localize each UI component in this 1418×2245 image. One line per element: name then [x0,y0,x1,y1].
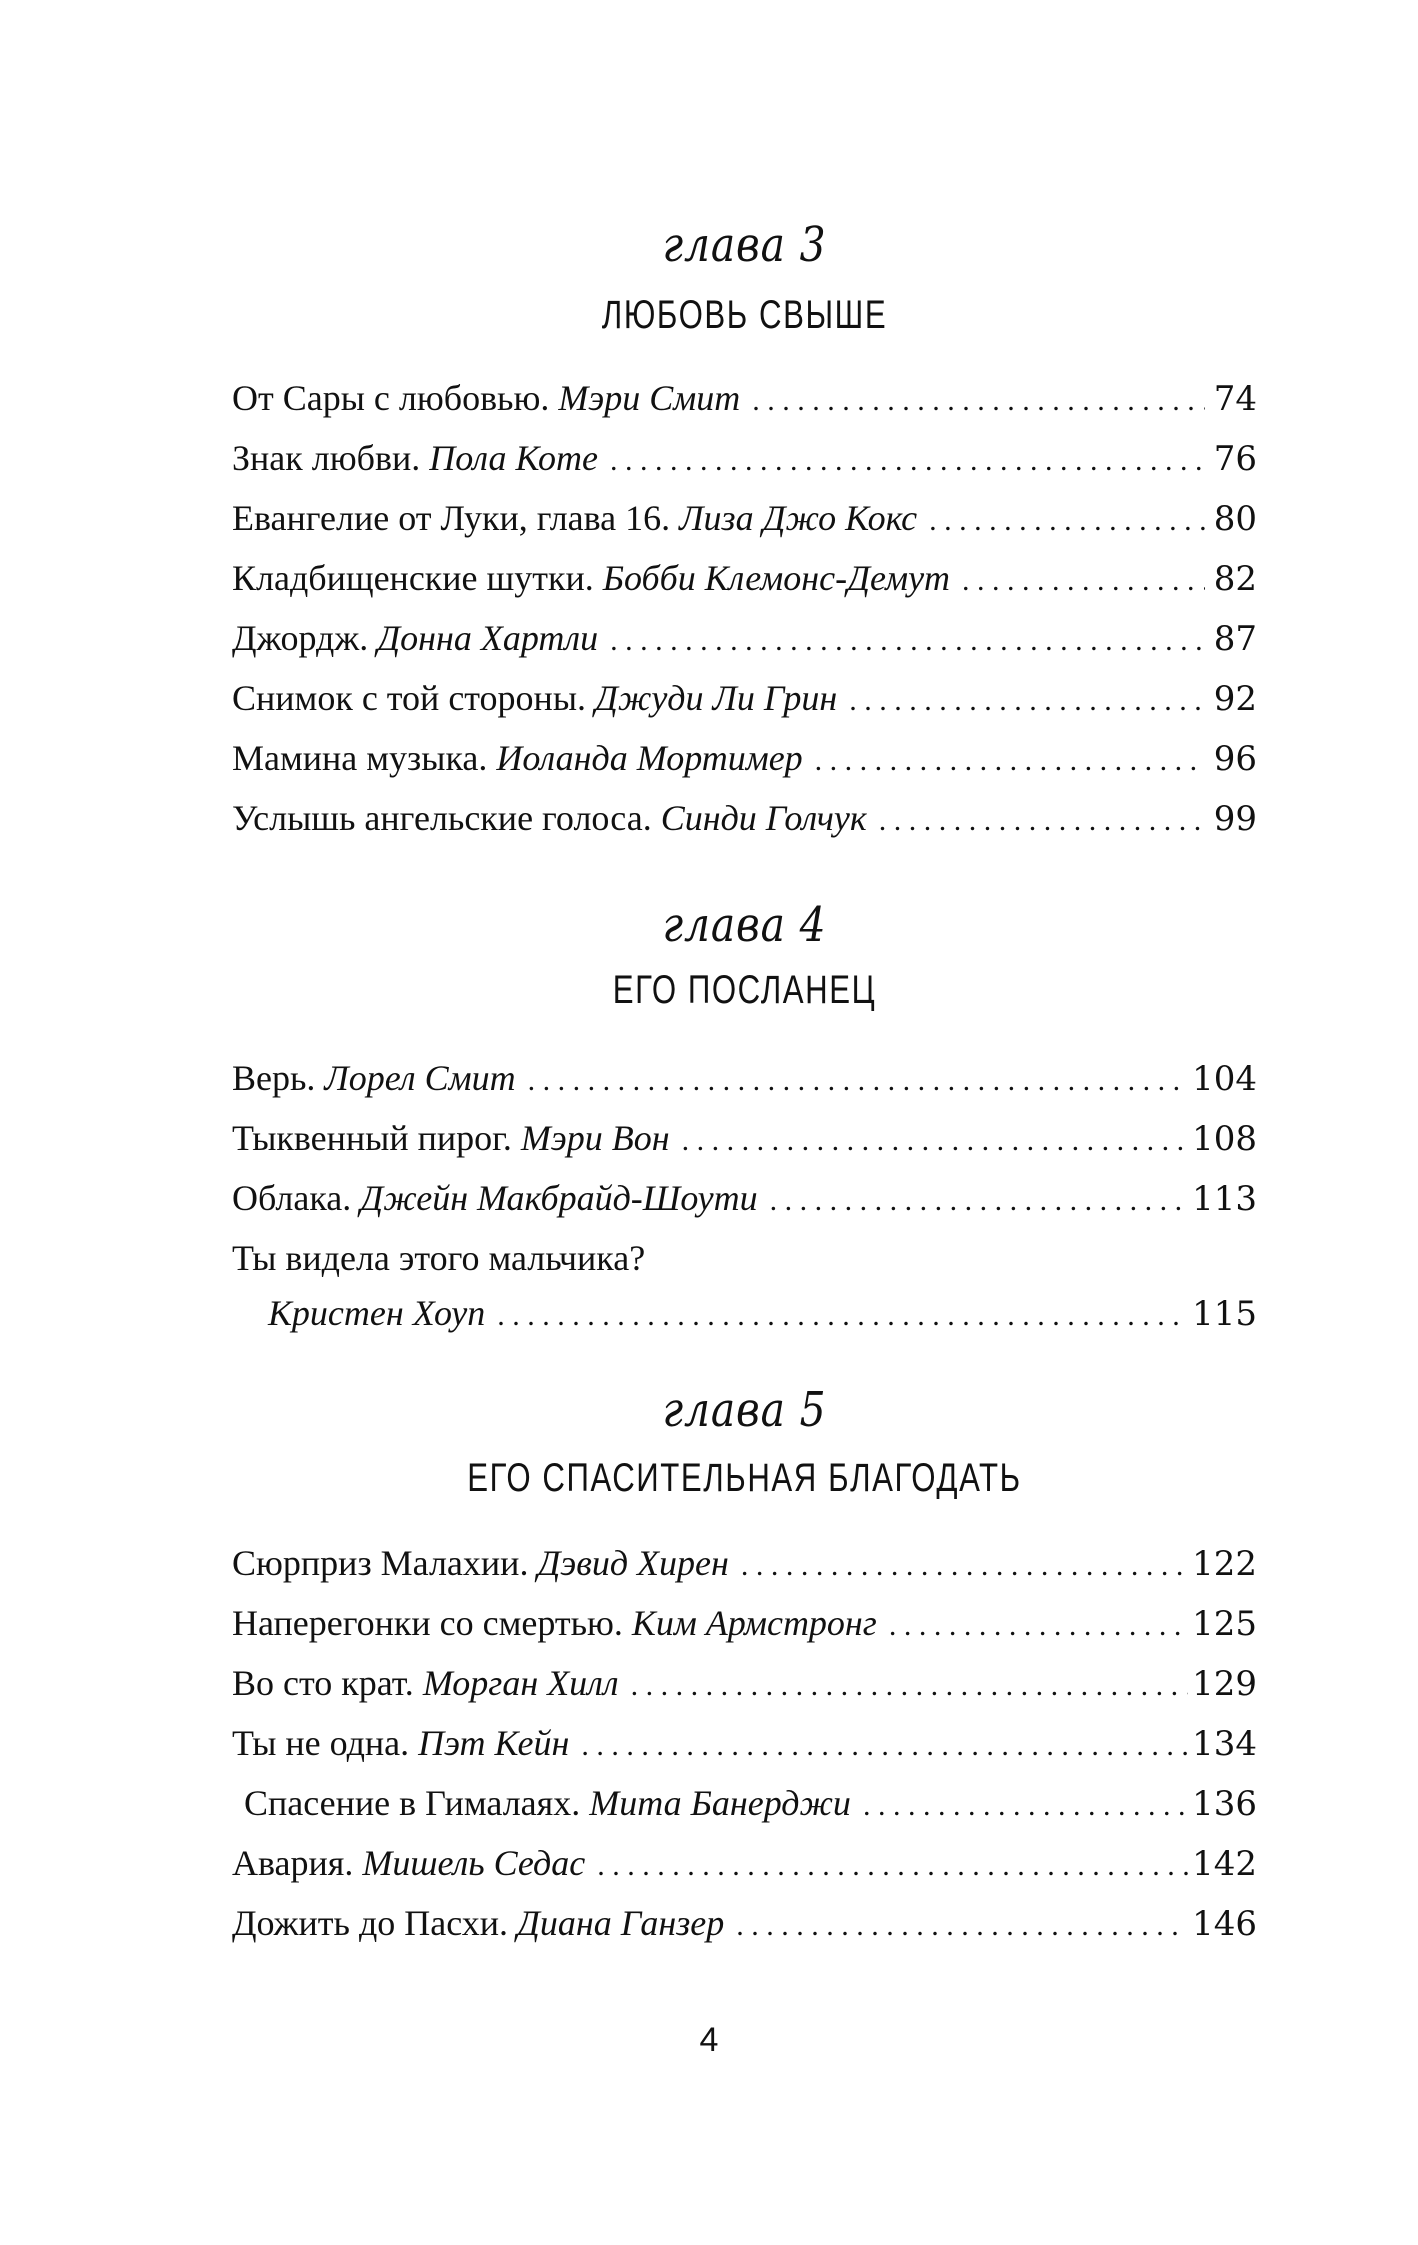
dot-leader [929,496,1205,546]
chapter-5-label: глава 5 [662,1382,827,1438]
dot-leader [631,1661,1189,1711]
entry-page: 115 [1192,1294,1257,1334]
toc-entry[interactable] [232,433,1257,483]
entry-author: Дэвид Хирен [537,1543,729,1583]
dot-leader [752,376,1205,426]
toc-entry[interactable] [232,553,1257,603]
entry-page: 76 [1213,439,1257,479]
entry-author: Лиза Джо Кокс [679,498,918,538]
entry-page: 136 [1192,1784,1257,1824]
entry-page: 74 [1213,379,1257,419]
page-number: 4 [699,2021,719,2059]
entry-page: 129 [1192,1664,1257,1704]
toc-entry[interactable] [232,733,1257,783]
entry-title: Сюрприз Малахии. [232,1543,529,1583]
entry-page: 113 [1192,1179,1257,1219]
chapter-5-title: ЕГО СПАСИТЕЛЬНАЯ БЛАГОДАТЬ [467,1456,1022,1500]
entry-title: Кладбищенские шутки. [232,558,594,598]
entry-author: Бобби Клемонс-Демут [602,558,951,598]
dot-leader [741,1541,1188,1591]
entry-title: Знак любви. [232,438,421,478]
entry-page: 142 [1192,1844,1257,1884]
entry-author: Мишель Седас [362,1843,586,1883]
entry-title: От Сары с любовью. [232,378,550,418]
dot-leader [849,676,1205,726]
dot-leader [863,1781,1188,1831]
entry-title: Спасение в Гималаях. [244,1783,581,1823]
toc-entry[interactable] [232,1898,1257,1948]
entry-author: Донна Хартли [377,618,599,658]
entry-page: 87 [1213,619,1257,659]
chapter-3-label: глава 3 [662,217,827,273]
entry-page: 146 [1192,1904,1257,1944]
toc-entry[interactable] [232,613,1257,663]
entry-page: 80 [1213,499,1257,539]
dot-leader [581,1721,1188,1771]
entry-page: 122 [1192,1544,1257,1584]
entry-author: Мэри Смит [558,378,741,418]
entry-author: Пэт Кейн [418,1723,570,1763]
entry-author: Кристен Хоуп [268,1293,486,1333]
entry-page: 125 [1192,1604,1257,1644]
dot-leader [610,436,1205,486]
entry-author: Джейн Макбрайд-Шоути [360,1178,758,1218]
dot-leader [497,1291,1188,1341]
entry-page: 104 [1192,1059,1257,1099]
entry-author: Диана Ганзер [517,1903,725,1943]
entry-author: Синди Голчук [660,798,867,838]
dot-leader [889,1601,1188,1651]
entry-author: Мита Банерджи [589,1783,851,1823]
dot-leader [770,1176,1189,1226]
entry-page: 92 [1213,679,1257,719]
toc-entry[interactable] [232,493,1257,543]
entry-author: Лорел Смит [324,1058,516,1098]
entry-author: Морган Хилл [422,1663,619,1703]
chapter-3-title: ЛЮБОВЬ СВЫШЕ [601,293,888,337]
toc-entry[interactable] [232,1113,1257,1163]
entry-title: Услышь ангельские голоса. [232,798,652,838]
toc-entry-title-line[interactable] [232,1233,1257,1283]
entry-title: Джордж. [232,618,369,658]
dot-leader [736,1901,1188,1951]
entry-title: Евангелие от Луки, глава 16. [232,498,671,538]
entry-page: 134 [1192,1724,1257,1764]
toc-entry[interactable] [232,1598,1257,1648]
toc-entry-author-line[interactable] [232,1288,1257,1338]
dot-leader [815,736,1205,786]
dot-leader [528,1056,1189,1106]
dot-leader [879,796,1205,846]
dot-leader [597,1841,1188,1891]
entry-author: Иоланда Мортимер [496,738,803,778]
toc-entry[interactable] [232,1658,1257,1708]
entry-page: 99 [1213,799,1257,839]
dot-leader [682,1116,1189,1166]
entry-title: Верь. [232,1058,316,1098]
entry-title: Мамина музыка. [232,738,488,778]
entry-title: Во сто крат. [232,1663,414,1703]
entry-author: Мэри Вон [520,1118,670,1158]
entry-title: Ты видела этого мальчика? [232,1238,646,1278]
toc-entry[interactable] [232,1053,1257,1103]
toc-entry[interactable] [232,373,1257,423]
entry-title: Дожить до Пасхи. [232,1903,509,1943]
dot-leader [610,616,1205,666]
toc-entry[interactable] [232,1538,1257,1588]
entry-title: Тыквенный пирог. [232,1118,512,1158]
entry-title: Наперегонки со смертью. [232,1603,623,1643]
entry-page: 82 [1213,559,1257,599]
toc-entry[interactable] [232,673,1257,723]
entry-author: Джуди Ли Грин [595,678,838,718]
entry-author: Ким Армстронг [631,1603,877,1643]
toc-entry[interactable] [232,1718,1257,1768]
dot-leader [962,556,1205,606]
entry-title: Снимок с той стороны. [232,678,587,718]
entry-title: Облака. [232,1178,352,1218]
entry-author: Пола Коте [429,438,598,478]
toc-entry[interactable] [232,1173,1257,1223]
toc-entry[interactable] [232,1838,1257,1888]
entry-page: 108 [1192,1119,1257,1159]
toc-entry[interactable] [232,1778,1257,1828]
entry-page: 96 [1213,739,1257,779]
toc-entry[interactable] [232,793,1257,843]
chapter-4-title: ЕГО ПОСЛАНЕЦ [612,968,877,1012]
entry-title: Ты не одна. [232,1723,410,1763]
entry-title: Авария. [232,1843,354,1883]
chapter-4-label: глава 4 [662,897,827,953]
